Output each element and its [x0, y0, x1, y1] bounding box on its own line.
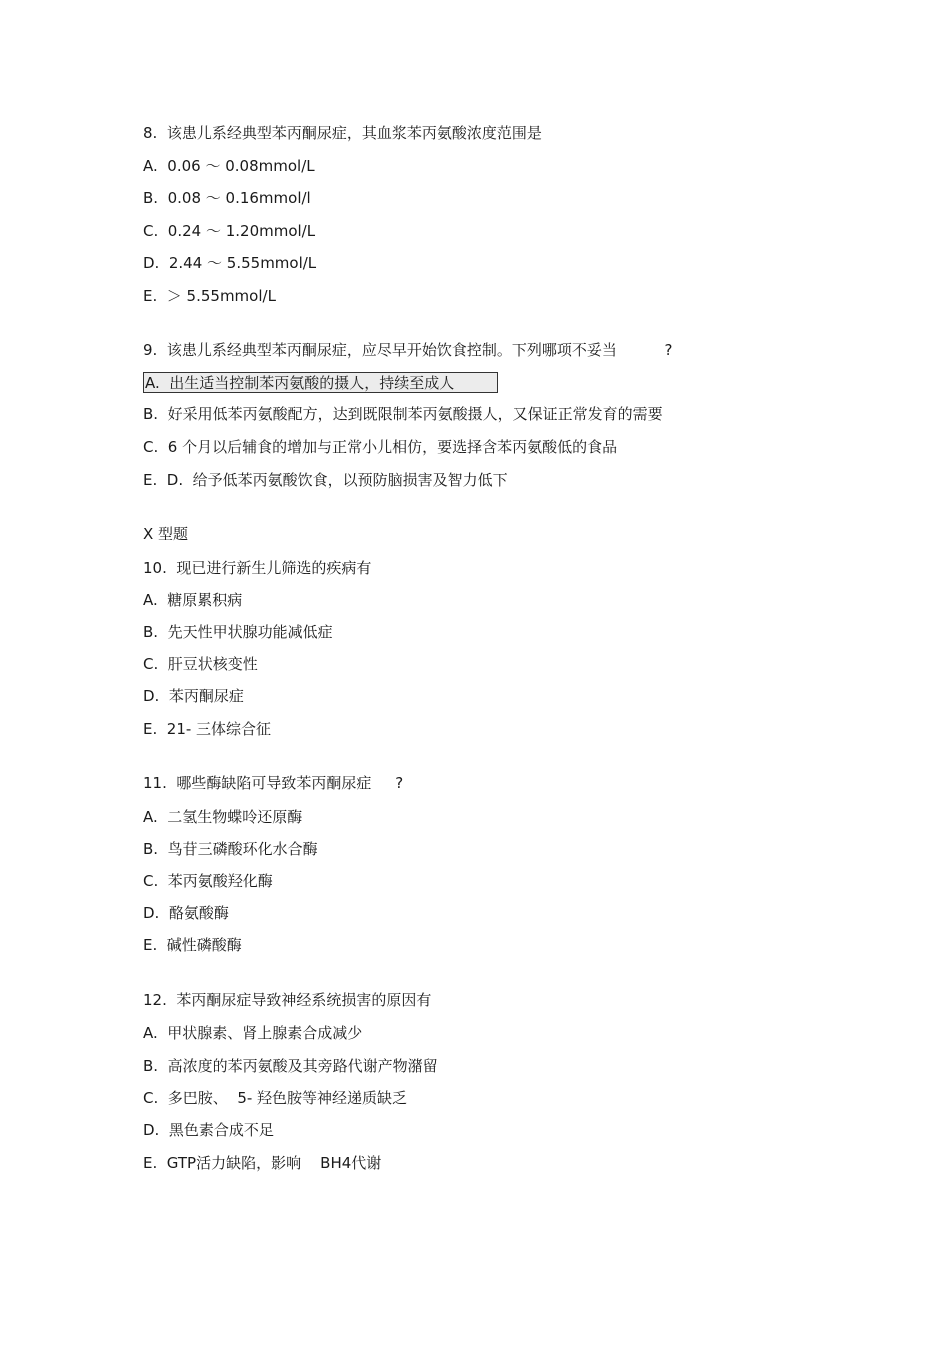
question-11-option-b: B. 鸟苷三磷酸环化水合酶	[143, 840, 318, 858]
question-12-stem: 12. 苯丙酮尿症导致神经系统损害的原因有	[143, 991, 432, 1009]
question-10-option-b: B. 先天性甲状腺功能减低症	[143, 623, 333, 641]
question-10-option-d: D. 苯丙酮尿症	[143, 687, 244, 705]
question-12-option-a: A. 甲状腺素、肾上腺素合成减少	[143, 1024, 363, 1042]
question-10-stem: 10. 现已进行新生儿筛选的疾病有	[143, 559, 372, 577]
question-9-option-c: C. 6 个月以后辅食的增加与正常小儿相仿，要选择含苯丙氨酸低的食品	[143, 438, 618, 456]
question-10-option-c: C. 肝豆状核变性	[143, 655, 258, 673]
question-11-option-d: D. 酪氨酸酶	[143, 904, 229, 922]
question-9-option-e: E. D. 给予低苯丙氨酸饮食，以预防脑损害及智力低下	[143, 471, 508, 489]
section-heading-x-type: X 型题	[143, 525, 189, 543]
question-8-stem: 8. 该患儿系经典型苯丙酮尿症，其血浆苯丙氨酸浓度范围是	[143, 124, 542, 142]
question-9-option-b: B. 好采用低苯丙氨酸配方，达到既限制苯丙氨酸摄人，又保证正常发育的需要	[143, 405, 663, 423]
question-12-option-d: D. 黑色素合成不足	[143, 1121, 274, 1139]
question-9-stem: 9. 该患儿系经典型苯丙酮尿症，应尽早开始饮食控制。下列哪项不妥当 ?	[143, 341, 673, 359]
question-12-option-b: B. 高浓度的苯丙氨酸及其旁路代谢产物潴留	[143, 1057, 438, 1075]
question-11-stem: 11. 哪些酶缺陷可导致苯丙酮尿症 ?	[143, 774, 404, 792]
question-10-option-e: E. 21- 三体综合征	[143, 720, 272, 738]
question-10-option-a: A. 糖原累积病	[143, 591, 243, 609]
question-12-option-c: C. 多巴胺、 5- 羟色胺等神经递质缺乏	[143, 1089, 408, 1107]
question-11-option-c: C. 苯丙氨酸羟化酶	[143, 872, 273, 890]
question-9-option-a-highlighted: A. 出生适当控制苯丙氨酸的摄人，持续至成人	[143, 372, 498, 393]
question-12-option-e: E. GTP活力缺陷，影响 BH4代谢	[143, 1154, 382, 1172]
question-11-option-e: E. 碱性磷酸酶	[143, 936, 242, 954]
question-8-option-c: C. 0.24 ～ 1.20mmol/L	[143, 222, 316, 240]
question-8-option-e: E. ＞ 5.55mmol/L	[143, 287, 276, 305]
question-8-option-a: A. 0.06 ～ 0.08mmol/L	[143, 157, 315, 175]
question-11-option-a: A. 二氢生物蝶呤还原酶	[143, 808, 303, 826]
question-8-option-d: D. 2.44 ～ 5.55mmol/L	[143, 254, 317, 272]
question-8-option-b: B. 0.08 ～ 0.16mmol/l	[143, 189, 311, 207]
